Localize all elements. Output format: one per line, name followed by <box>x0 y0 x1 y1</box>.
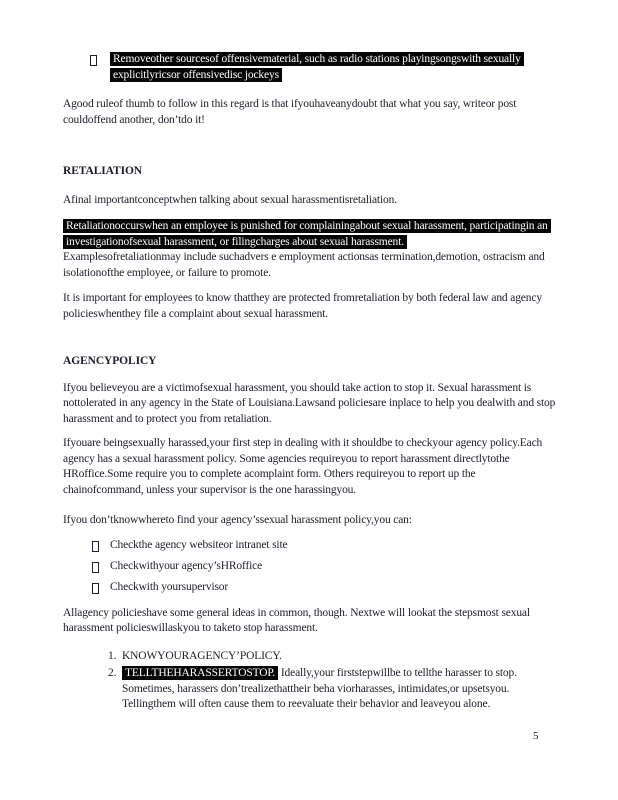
paragraph-agency-policy-intro: Ifyou believeyou are a victimofsexual harassment, you should take action to stop it. Sexual harassment is nottolerated in any agency in the State of Louisiana.Lawsand policiesare inplace to help you dealwith and stop harassment and to protect you from retaliation. <box>63 381 556 425</box>
list-item-text: Checkwith yoursupervisor <box>110 580 229 593</box>
list-item-text: Checkthe agency websiteor intranet site <box>110 538 288 551</box>
square-bullet-icon <box>90 52 97 83</box>
paragraph-rule-of-thumb: Agood ruleof thumb to follow in this regard is that ifyouhaveanydoubt that what you say, writeor post couldoffend another, don’tdo it! <box>63 98 517 126</box>
find-policy-options-list <box>63 537 557 600</box>
step-number: 2. <box>108 667 117 679</box>
paragraph-first-step: Ifyouare beingsexually harassed,your first step in dealing with it shouldbe to checkyour agency policy.Each agency has a sexual harassment policy. Some agencies requireyou to report harassment directlytothe HRoffice.Some require you to complete acomplaint form. Others requireyou to report up the chainofcommand, unless your supervisor is the one harassingyou. <box>63 437 543 496</box>
list-item <box>63 579 557 600</box>
step-item-2 <box>63 666 557 713</box>
document-body <box>63 52 557 713</box>
step-text: KNOWYOURAGENCY’POLICY. <box>122 649 282 662</box>
step-text-rest: Ideally,your firststepwillbe to tellthe harasser to stop. Sometimes, harassers don’trealizethattheir beha viorharasses, intimidates,or upsetsyou. Tellingthem will often cause them to reevaluate their behavior and leaveyou alone. <box>122 667 517 710</box>
paragraph-common-ideas: Allagency policieshave some general ideas in common, though. Nextwe will lookat the stepsmost sexual harassment policieswillaskyou to taketo stop harassment. <box>63 606 530 634</box>
paragraph-retaliation-intro: Afinal importantconceptwhen talking about sexual harassmentisretaliation. <box>63 193 397 206</box>
step-item-1 <box>63 649 557 665</box>
section-heading-agency-policy: AGENCYPOLICY <box>63 355 157 367</box>
highlighted-text: Retaliationoccurswhen an employee is punished for complainingabout sexual harassment, participatingin an investigationofsexual harassment, or filingcharges about sexual harassment. <box>63 219 551 249</box>
highlighted-text: TELLTHEHARASSERTOSTOP. <box>122 666 278 680</box>
bullet-text <box>110 52 557 83</box>
step-text <box>122 666 557 713</box>
square-bullet-icon <box>92 559 99 579</box>
page-number: 5 <box>533 730 539 742</box>
highlighted-text: Removeother sourcesof offensivematerial, such as radio stations playingsongswith sexually explicitlyricsor offensivedisc jockeys <box>110 52 524 82</box>
bullet-item-remove-sources <box>63 52 557 83</box>
paragraph-retaliation-definition <box>63 219 557 250</box>
paragraph-retaliation-examples: Examplesofretaliationmay include suchadvers e employment actionsas termination,demotion, ostracism and isolationofthe employee, or failure to promote. <box>63 251 545 279</box>
list-item <box>63 558 557 579</box>
steps-list <box>63 649 557 713</box>
paragraph-protected-from-retaliation: It is important for employees to know thatthey are protected fromretaliation by both federal law and agency policieswhenthey file a complaint about sexual harassment. <box>63 292 542 320</box>
section-heading-retaliation: RETALIATION <box>63 165 142 177</box>
square-bullet-icon <box>92 538 99 558</box>
paragraph-find-policy-lead: Ifyou don’tknowwhereto find your agency’ssexual harassment policy,you can: <box>63 514 412 526</box>
step-number: 1. <box>108 649 117 662</box>
list-item-text: Checkwithyour agency’sHRoffice <box>110 559 263 572</box>
square-bullet-icon <box>92 580 99 600</box>
list-item <box>63 537 557 558</box>
